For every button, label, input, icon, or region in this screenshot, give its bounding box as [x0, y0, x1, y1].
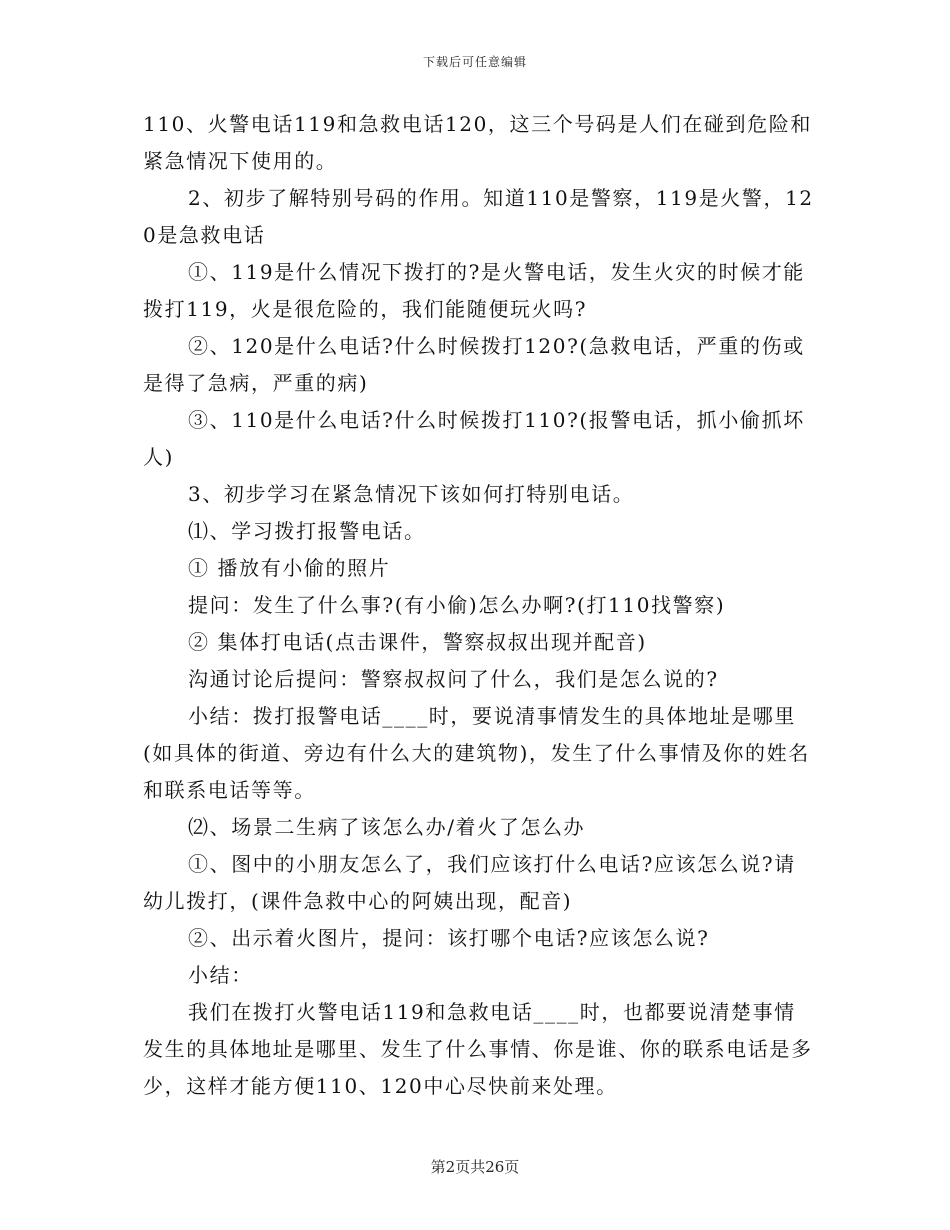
- paragraph-8: ① 播放有小偷的照片: [188, 556, 391, 580]
- paragraph-9: 提问：发生了什么事?(有小偷)怎么办啊?(打110找警察): [188, 593, 726, 617]
- paragraph-1: 110、火警电话119和急救电话120，这三个号码是人们在碰到危险和紧急情况下使用的。: [143, 112, 812, 173]
- page-header: 下载后可任意编辑: [422, 55, 527, 69]
- page-footer: 第2页共26页: [430, 1158, 520, 1176]
- paragraph-4: ②、120是什么电话?什么时候拨打120?(急救电话，严重的伤或是得了急病，严重的病): [143, 334, 805, 395]
- paragraph-2: 2、初步了解特别号码的作用。知道110是警察，119是火警，120是急救电话: [143, 186, 814, 247]
- paragraph-14: ①、图中的小朋友怎么了，我们应该打什么电话?应该怎么说?请幼儿拨打，(课件急救中心的阿姨出现，配音): [143, 852, 796, 913]
- paragraph-11: 沟通讨论后提问：警察叔叔问了什么，我们是怎么说的?: [188, 667, 719, 691]
- document-body: [143, 106, 815, 1105]
- paragraph-10: ② 集体打电话(点击课件，警察叔叔出现并配音): [188, 630, 647, 654]
- paragraph-3: ①、119是什么情况下拨打的?是火警电话，发生火灾的时候才能拨打119，火是很危险的，我们能随便玩火吗?: [143, 260, 805, 321]
- paragraph-15: ②、出示着火图片，提问：该打哪个电话?应该怎么说?: [188, 926, 710, 950]
- paragraph-13: ⑵、场景二生病了该怎么办/着火了怎么办: [188, 815, 586, 839]
- paragraph-7: ⑴、学习拨打报警电话。: [188, 519, 426, 543]
- paragraph-16: 小结：: [188, 963, 253, 987]
- paragraph-12: 小结：拨打报警电话____时，要说清事情发生的具体地址是哪里(如具体的街道、旁边有什么大的建筑物)，发生了什么事情及你的姓名和联系电话等等。: [143, 704, 810, 802]
- paragraph-17: 我们在拨打火警电话119和急救电话____时，也都要说清楚事情发生的具体地址是哪里、发生了什么事情、你是谁、你的联系电话是多少，这样才能方便110、120中心尽快前来处理。: [143, 1000, 813, 1098]
- paragraph-5: ③、110是什么电话?什么时候拨打110?(报警电话，抓小偷抓坏人): [143, 408, 805, 469]
- paragraph-6: 3、初步学习在紧急情况下该如何打特别电话。: [188, 482, 635, 506]
